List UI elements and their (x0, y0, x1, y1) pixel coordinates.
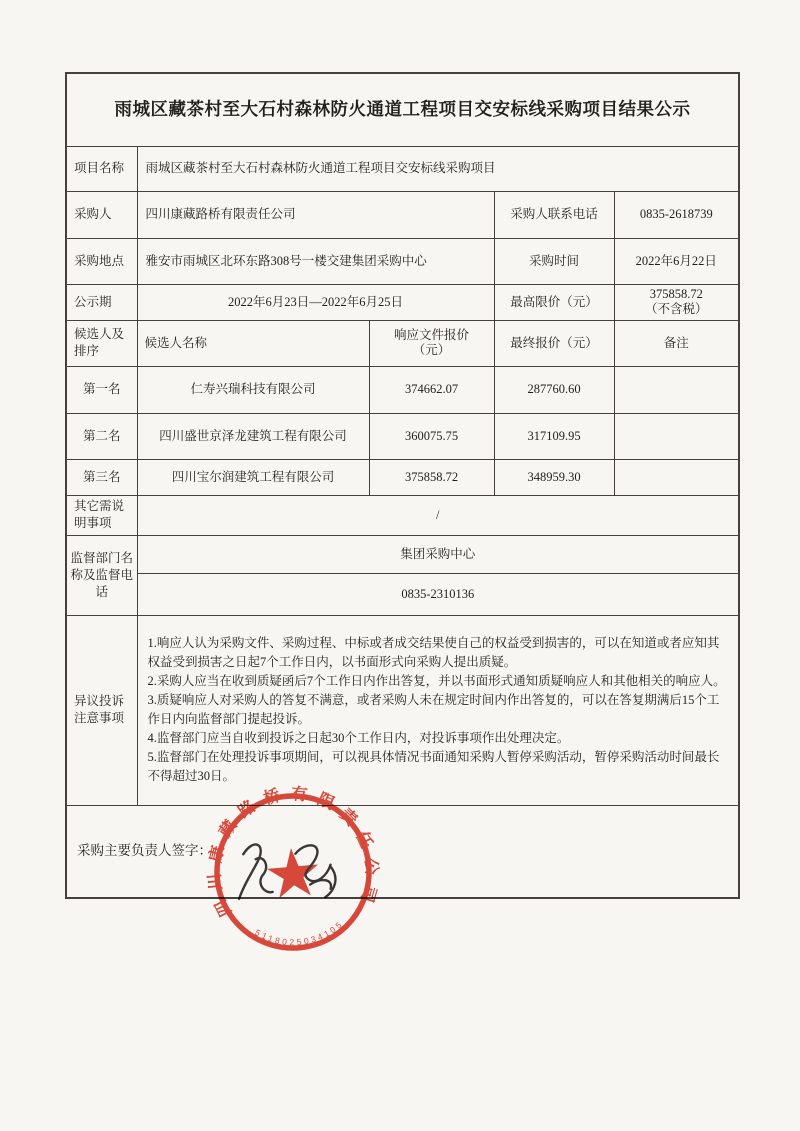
purchase-time-value: 2022年6月22日 (614, 238, 739, 284)
candidates-doc-price-header: 响应文件报价 （元） (369, 320, 494, 366)
candidate-3-note (614, 459, 739, 495)
supervision-name-row (66, 535, 739, 573)
candidate-1-note (614, 366, 739, 413)
candidate-3-name: 四川宝尔润建筑工程有限公司 (137, 459, 369, 495)
buyer-value: 四川康藏路桥有限责任公司 (137, 191, 494, 238)
candidates-final-price-header: 最终报价（元） (494, 320, 614, 366)
candidate-3-rank: 第三名 (66, 459, 137, 495)
buyer-row (66, 191, 739, 238)
candidate-row-1 (66, 366, 739, 413)
supervision-label: 监督部门名称及监督电话 (66, 535, 137, 615)
procurement-result-table (65, 72, 740, 899)
buyer-phone-label: 采购人联系电话 (494, 191, 614, 238)
candidate-1-doc-price: 374662.07 (369, 366, 494, 413)
publicity-row (66, 284, 739, 320)
candidate-2-note (614, 413, 739, 459)
document-title: 雨城区藏茶村至大石村森林防火通道工程项目交安标线采购项目结果公示 (66, 73, 739, 146)
objection-item-1: 1.响应人认为采购文件、采购过程、中标或者成交结果使自己的权益受到损害的，可以在知道或者应知其权益受到损害之日起7个工作日内，以书面形式向采购人提出质疑。 (147, 636, 720, 670)
buyer-label: 采购人 (66, 191, 137, 238)
candidate-3-doc-price: 375858.72 (369, 459, 494, 495)
max-price-tax-note: （不含税） (645, 302, 708, 317)
objection-item-4: 4.监督部门应当自收到投诉之日起30个工作日内，对投诉事项作出处理决定。 (147, 731, 570, 746)
seal-company-text: 四川康藏路桥有限责任公司 (204, 784, 382, 920)
objection-item-2: 2.采购人应当在收到质疑函后7个工作日内作出答复，并以书面形式通知质疑响应人和其他相关的响应人。 (147, 674, 726, 689)
publicity-value: 2022年6月23日—2022年6月25日 (137, 284, 494, 320)
candidate-2-name: 四川盛世京泽龙建筑工程有限公司 (137, 413, 369, 459)
signature-label: 采购主要负责人签字： (77, 843, 212, 859)
buyer-phone-value: 0835-2618739 (614, 191, 739, 238)
supervision-phone-row (66, 573, 739, 615)
supervision-name-value: 集团采购中心 (137, 535, 739, 573)
candidate-1-rank: 第一名 (66, 366, 137, 413)
candidates-note-header: 备注 (614, 320, 739, 366)
objection-items (137, 615, 739, 805)
location-value: 雅安市雨城区北环东路308号一楼交建集团采购中心 (137, 238, 494, 284)
max-price-label: 最高限价（元） (494, 284, 614, 320)
candidate-3-final-price: 348959.30 (494, 459, 614, 495)
candidate-2-final-price: 317109.95 (494, 413, 614, 459)
candidates-rank-header: 候选人及排序 (66, 320, 137, 366)
other-notes-row (66, 495, 739, 535)
objection-item-5: 5.监督部门在处理投诉事项期间，可以视具体情况书面通知采购人暂停采购活动，暂停采购活动时间最长不得超过30日。 (147, 750, 720, 784)
title-row (66, 73, 739, 146)
candidate-1-name: 仁寿兴瑞科技有限公司 (137, 366, 369, 413)
location-row (66, 238, 739, 284)
candidate-row-2 (66, 413, 739, 459)
candidate-row-3 (66, 459, 739, 495)
candidate-2-rank: 第二名 (66, 413, 137, 459)
seal-serial-text: 5118025034105 (253, 919, 345, 948)
location-label: 采购地点 (66, 238, 137, 284)
candidate-2-doc-price: 360075.75 (369, 413, 494, 459)
project-name-value: 雨城区藏茶村至大石村森林防火通道工程项目交安标线采购项目 (137, 146, 739, 191)
svg-text:5118025034105 (253, 919, 347, 951)
max-price-amount: 375858.72 (649, 286, 703, 301)
objection-row (66, 615, 739, 805)
purchase-time-label: 采购时间 (494, 238, 614, 284)
signature-line (66, 805, 739, 898)
candidates-name-header: 候选人名称 (137, 320, 369, 366)
max-price-value (614, 284, 739, 320)
project-name-row (66, 146, 739, 191)
objection-item-3: 3.质疑响应人对采购人的答复不满意，或者采购人未在规定时间内作出答复的，可以在答复期满后15个工作日内向监督部门提起投诉。 (147, 693, 720, 727)
other-notes-value: / (137, 495, 739, 535)
signature-row (66, 805, 739, 898)
publicity-label: 公示期 (66, 284, 137, 320)
other-notes-label: 其它需说明事项 (66, 495, 137, 535)
supervision-phone-value: 0835-2310136 (137, 573, 739, 615)
candidates-header-row (66, 320, 739, 366)
objection-label: 异议投诉注意事项 (66, 615, 137, 805)
project-name-label: 项目名称 (66, 146, 137, 191)
candidate-1-final-price: 287760.60 (494, 366, 614, 413)
